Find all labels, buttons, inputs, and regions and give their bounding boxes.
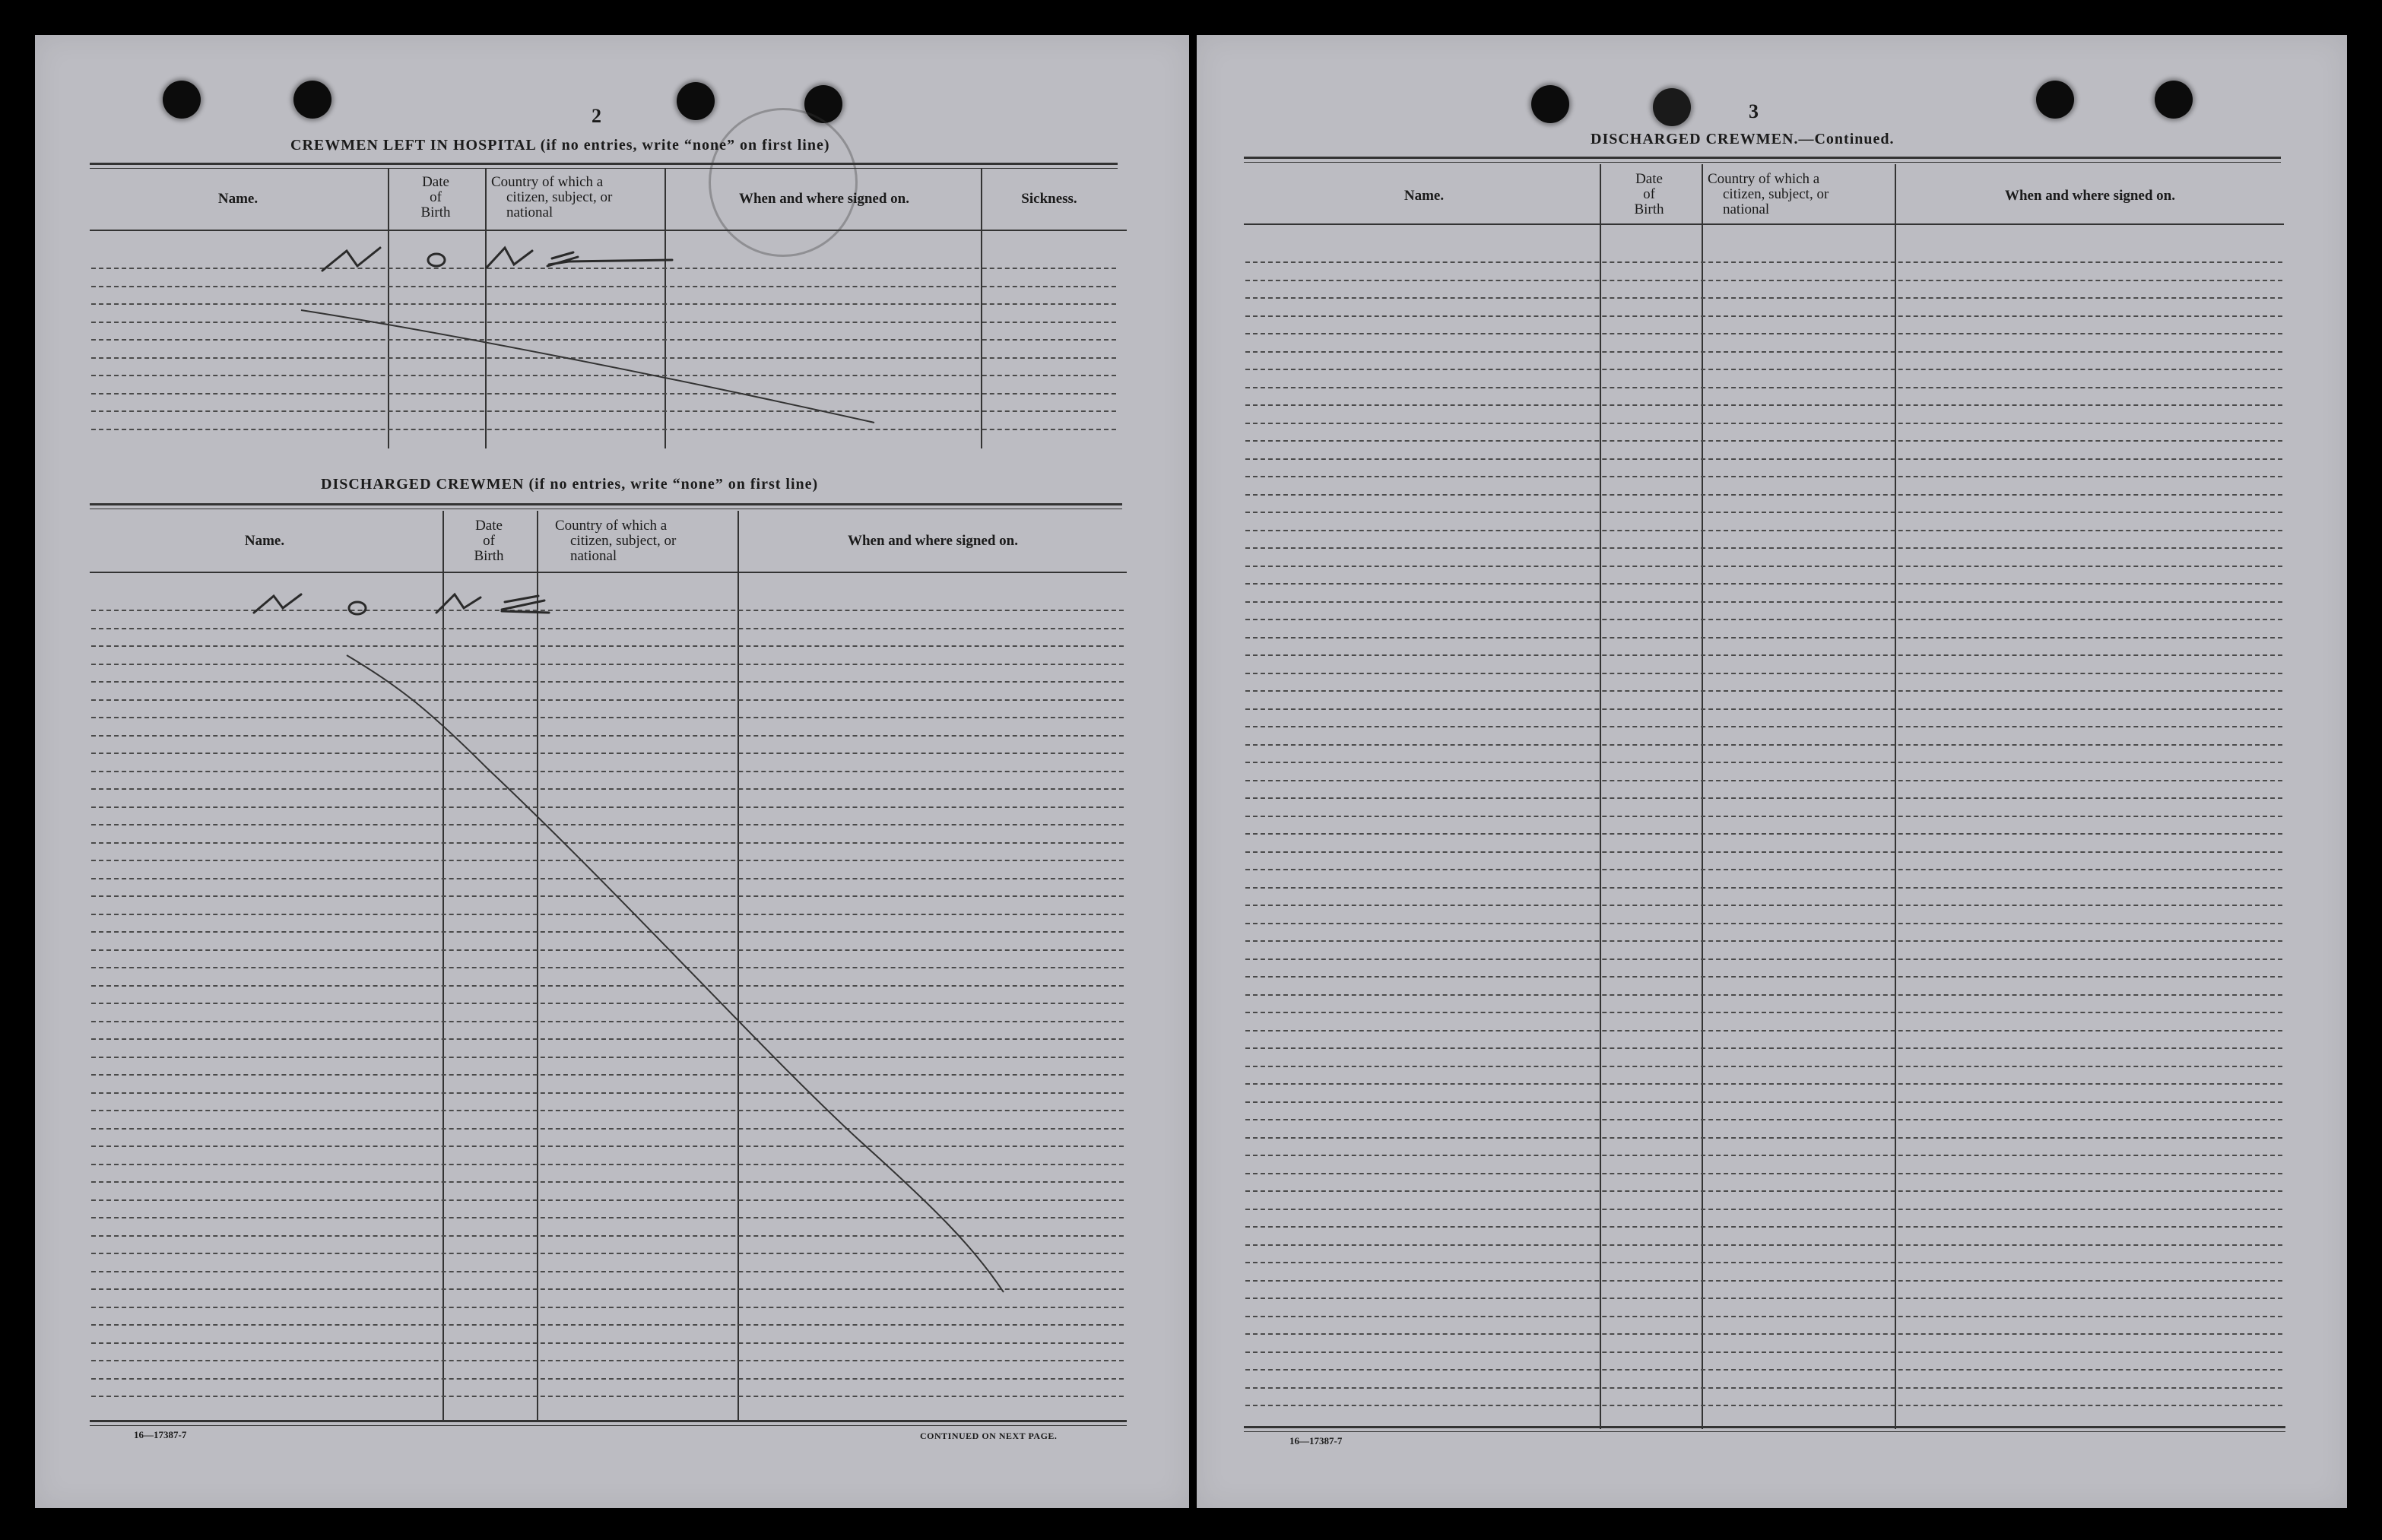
ruled-row-line <box>1245 994 2282 996</box>
discharged-section-title: DISCHARGED CREWMEN (if no entries, write “none” on first line) <box>321 476 819 493</box>
punch-hole <box>2155 81 2193 119</box>
col-divider <box>1895 164 1896 1429</box>
col-divider <box>442 511 444 1421</box>
punch-hole <box>677 82 715 120</box>
ruled-row-line <box>1245 1333 2282 1335</box>
ruled-row-line <box>1245 583 2282 585</box>
ruled-row-line <box>1245 708 2282 710</box>
ruled-row-line <box>91 806 1124 808</box>
ruled-row-line <box>1245 1155 2282 1156</box>
col-signed-header: When and where signed on. <box>2004 188 2175 204</box>
ruled-row-line <box>1245 440 2282 442</box>
ruled-row-line <box>1245 619 2282 620</box>
discharged-table-top-rule <box>90 503 1122 509</box>
col-country-header: Country of which a citizen, subject, or national <box>555 518 677 564</box>
ruled-row-line <box>91 268 1116 269</box>
ruled-row-line <box>1245 797 2282 799</box>
ruled-row-line <box>91 699 1124 701</box>
col-divider <box>537 511 538 1421</box>
ruled-row-line <box>91 914 1124 915</box>
ruled-row-line <box>91 771 1124 772</box>
col-name-header: Name. <box>217 191 258 207</box>
ruled-row-line <box>1245 1280 2282 1282</box>
ruled-row-line <box>91 1378 1124 1380</box>
ruled-row-line <box>1245 1030 2282 1031</box>
ruled-row-line <box>1245 637 2282 638</box>
ruled-row-line <box>91 895 1124 897</box>
right-table-top-rule <box>1244 157 2281 163</box>
ruled-row-line <box>91 628 1124 629</box>
ruled-row-line <box>91 1307 1124 1308</box>
ruled-row-line <box>91 1110 1124 1111</box>
ruled-row-line <box>1245 1173 2282 1174</box>
ruled-row-line <box>91 985 1124 987</box>
ruled-row-line <box>91 1288 1124 1290</box>
ruled-row-line <box>1245 1101 2282 1103</box>
ruled-row-line <box>1245 1316 2282 1317</box>
ruled-row-line <box>91 286 1116 287</box>
ruled-row-line <box>91 1181 1124 1183</box>
col-divider <box>737 511 739 1421</box>
ruled-row-line <box>1245 423 2282 424</box>
col-signed-header: When and where signed on. <box>847 533 1018 549</box>
ruled-row-line <box>1245 547 2282 549</box>
ruled-row-line <box>91 410 1116 412</box>
right-table-bottom-rule <box>1244 1426 2285 1432</box>
ruled-row-line <box>1245 333 2282 334</box>
left-page <box>35 35 1189 1508</box>
ruled-row-line <box>1245 744 2282 746</box>
ruled-row-line <box>1245 940 2282 942</box>
ruled-row-line <box>1245 1351 2282 1353</box>
ruled-row-line <box>91 322 1116 323</box>
ruled-row-line <box>1245 494 2282 496</box>
col-sickness-header: Sickness. <box>1021 191 1077 207</box>
ruled-row-line <box>91 1396 1124 1397</box>
ruled-row-line <box>1245 476 2282 477</box>
ruled-row-line <box>91 339 1116 341</box>
ruled-row-line <box>1245 726 2282 727</box>
ruled-row-line <box>1245 1226 2282 1228</box>
ruled-row-line <box>1245 1137 2282 1139</box>
col-country-header: Country of which a citizen, subject, or national <box>491 174 613 220</box>
ruled-row-line <box>91 878 1124 879</box>
ruled-row-line <box>1245 512 2282 513</box>
ruled-row-line <box>91 1145 1124 1147</box>
ruled-row-line <box>1245 1209 2282 1210</box>
ruled-row-line <box>1245 297 2282 299</box>
ruled-row-line <box>91 860 1124 861</box>
right-header-rule <box>1244 223 2284 225</box>
col-dob-header: Date of Birth <box>1634 171 1664 217</box>
ruled-row-line <box>91 1038 1124 1040</box>
ruled-row-line <box>1245 869 2282 870</box>
ruled-row-line <box>91 1092 1124 1094</box>
ruled-row-line <box>1245 566 2282 567</box>
ruled-row-line <box>1245 851 2282 853</box>
ruled-row-line <box>1245 1083 2282 1085</box>
ruled-row-line <box>1245 1190 2282 1192</box>
punch-hole <box>1653 88 1691 126</box>
form-number: 16—17387-7 <box>134 1429 187 1440</box>
ruled-row-line <box>91 842 1124 844</box>
page-number: 2 <box>592 105 601 127</box>
col-divider <box>1702 164 1703 1429</box>
hospital-header-rule <box>90 230 1127 231</box>
discharged-header-rule <box>90 572 1127 573</box>
ruled-row-line <box>91 357 1116 359</box>
ruled-row-line <box>91 967 1124 968</box>
hospital-table-top-rule <box>90 163 1118 169</box>
ruled-row-line <box>1245 690 2282 692</box>
ruled-row-line <box>1245 673 2282 674</box>
ruled-row-line <box>1245 1387 2282 1389</box>
ruled-row-line <box>91 1342 1124 1344</box>
ruled-row-line <box>1245 762 2282 763</box>
ruled-row-line <box>91 1253 1124 1254</box>
col-divider <box>1600 164 1601 1429</box>
ruled-row-line <box>91 1164 1124 1165</box>
ruled-row-line <box>91 1217 1124 1218</box>
ruled-row-line <box>91 788 1124 790</box>
page-number: 3 <box>1749 100 1759 122</box>
ruled-row-line <box>91 664 1124 665</box>
ruled-row-line <box>91 1128 1124 1130</box>
ruled-row-line <box>1245 404 2282 406</box>
ruled-row-line <box>91 931 1124 933</box>
ruled-row-line <box>91 429 1116 430</box>
ruled-row-line <box>91 1021 1124 1022</box>
ruled-row-line <box>91 824 1124 825</box>
ruled-row-line <box>1245 387 2282 388</box>
col-name-header: Name. <box>244 533 285 549</box>
ruled-row-line <box>91 393 1116 395</box>
ruled-row-line <box>1245 816 2282 817</box>
ruled-row-line <box>1245 601 2282 603</box>
ruled-row-line <box>1245 280 2282 281</box>
col-name-header: Name. <box>1404 188 1445 204</box>
form-number: 16—17387-7 <box>1289 1435 1343 1447</box>
ruled-row-line <box>1245 315 2282 317</box>
ruled-row-line <box>91 753 1124 754</box>
ruled-row-line <box>1245 351 2282 353</box>
ruled-row-line <box>1245 1047 2282 1049</box>
ruled-row-line <box>1245 976 2282 978</box>
col-divider <box>664 169 666 448</box>
ruled-row-line <box>1245 1405 2282 1406</box>
col-dob-header: Date of Birth <box>474 518 504 564</box>
ruled-row-line <box>91 1271 1124 1272</box>
ruled-row-line <box>91 645 1124 647</box>
ruled-row-line <box>1245 530 2282 531</box>
ruled-row-line <box>91 1057 1124 1058</box>
col-divider <box>485 169 487 448</box>
ruled-row-line <box>1245 833 2282 835</box>
punch-hole <box>1531 85 1569 123</box>
ruled-row-line <box>91 610 1124 611</box>
ruled-row-line <box>91 1074 1124 1076</box>
ruled-row-line <box>1245 261 2282 263</box>
ruled-row-line <box>91 681 1124 683</box>
ruled-row-line <box>1245 905 2282 906</box>
punch-hole <box>2036 81 2074 119</box>
ruled-row-line <box>91 949 1124 951</box>
discharged-table-bottom-rule <box>90 1420 1127 1426</box>
ruled-row-line <box>91 375 1116 376</box>
ruled-row-line <box>1245 1262 2282 1263</box>
ruled-row-line <box>91 1360 1124 1361</box>
ruled-row-line <box>91 1003 1124 1004</box>
ruled-row-line <box>1245 1298 2282 1299</box>
ruled-row-line <box>91 717 1124 718</box>
punch-hole <box>163 81 201 119</box>
ruled-row-line <box>91 1324 1124 1326</box>
ruled-row-line <box>1245 1066 2282 1067</box>
ruled-row-line <box>1245 458 2282 460</box>
ruled-row-line <box>91 735 1124 737</box>
right-section-title: DISCHARGED CREWMEN.—Continued. <box>1591 131 1895 147</box>
ruled-row-line <box>91 1199 1124 1201</box>
right-page <box>1197 35 2347 1508</box>
col-country-header: Country of which a citizen, subject, or national <box>1708 171 1829 217</box>
faded-stamp <box>709 108 858 257</box>
col-dob-header: Date of Birth <box>420 174 451 220</box>
ruled-row-line <box>1245 1369 2282 1370</box>
ruled-row-line <box>1245 1119 2282 1120</box>
ruled-row-line <box>1245 923 2282 924</box>
col-divider <box>388 169 389 448</box>
col-divider <box>981 169 982 448</box>
ruled-row-line <box>1245 780 2282 781</box>
ruled-row-line <box>91 303 1116 305</box>
ruled-row-line <box>1245 887 2282 889</box>
continued-note: CONTINUED ON NEXT PAGE. <box>920 1431 1058 1441</box>
punch-hole <box>293 81 331 119</box>
ruled-row-line <box>1245 1244 2282 1246</box>
ruled-row-line <box>1245 654 2282 656</box>
ruled-row-line <box>1245 1012 2282 1013</box>
ruled-row-line <box>1245 369 2282 370</box>
col-signed-header: When and where signed on. <box>738 191 909 207</box>
ruled-row-line <box>91 1235 1124 1237</box>
hospital-section-title: CREWMEN LEFT IN HOSPITAL (if no entries, write “none” on first line) <box>290 137 830 154</box>
ruled-row-line <box>1245 959 2282 960</box>
